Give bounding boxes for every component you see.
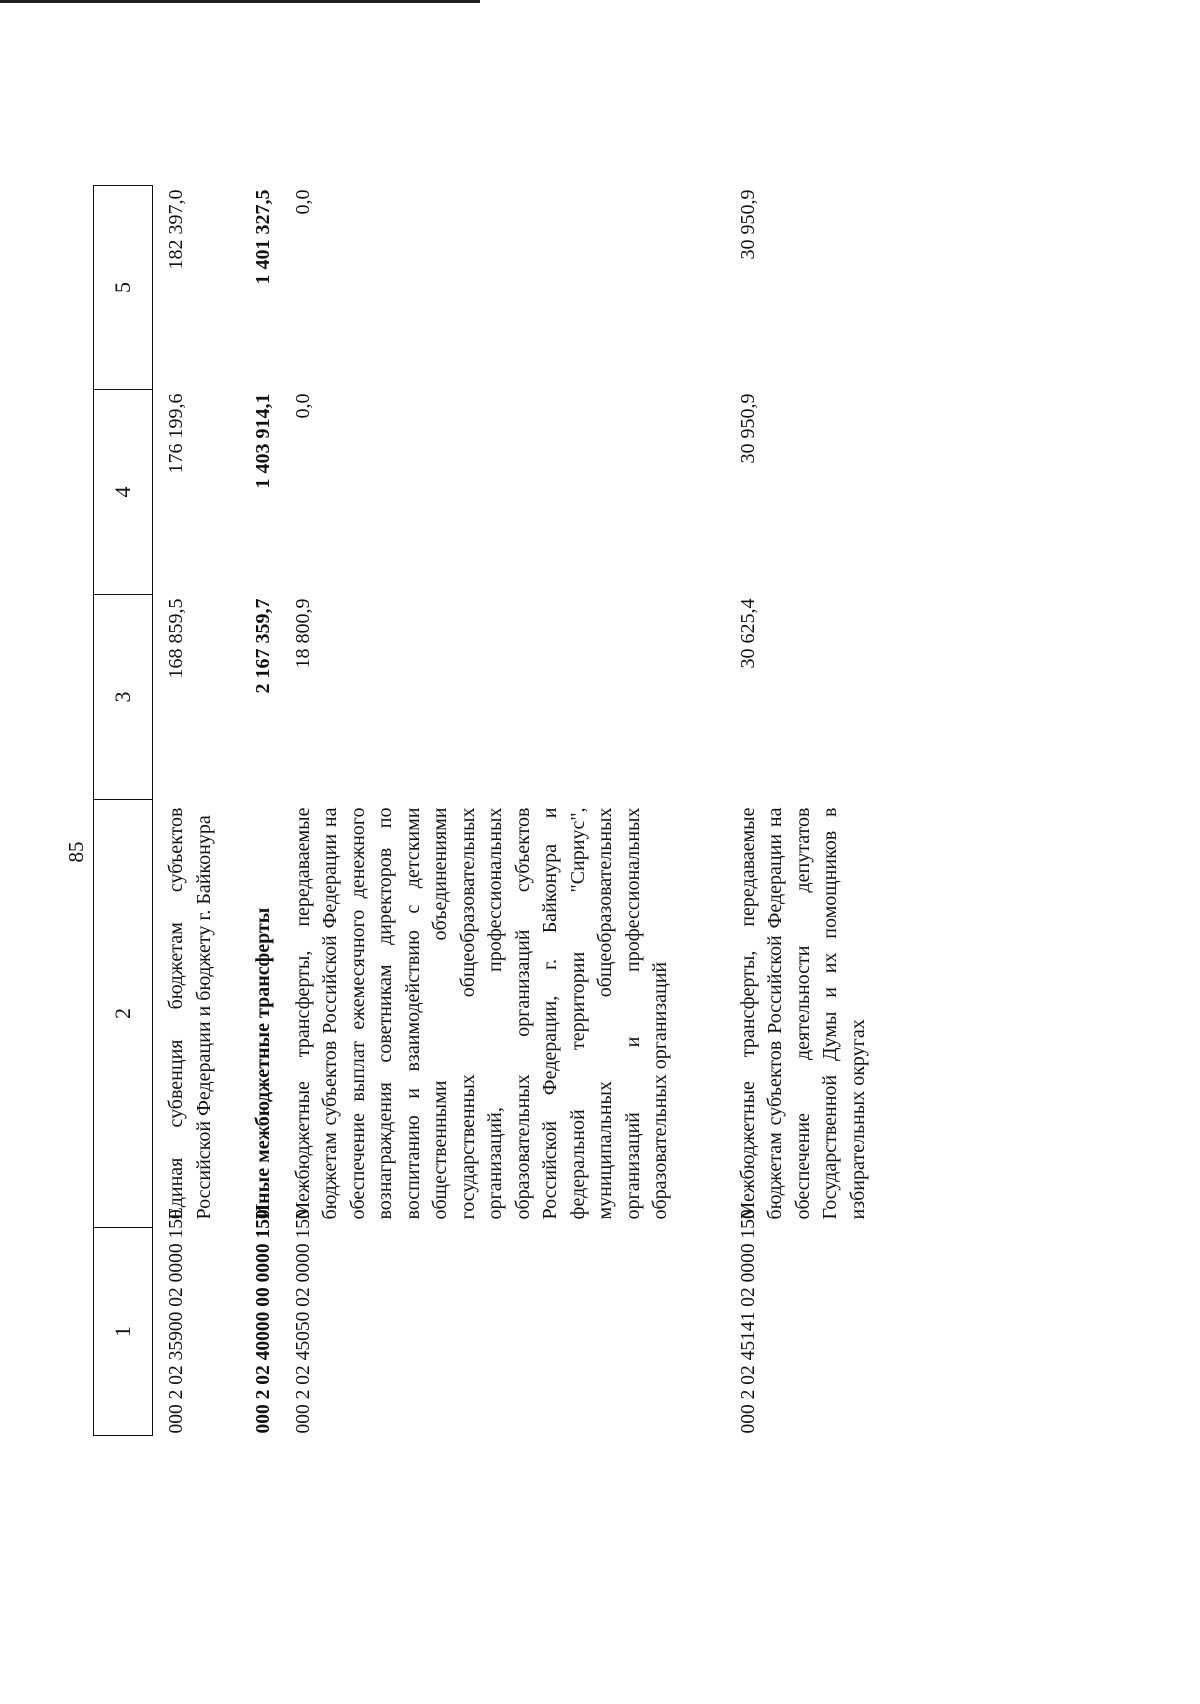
value-col5: 30 950,9	[736, 189, 759, 260]
value-col4: 30 950,9	[736, 393, 759, 464]
table-header-row	[94, 186, 153, 1436]
budget-code: 000 2 02 40000 00 0000 150	[253, 1209, 274, 1434]
value-col4: 1 403 914,1	[252, 393, 274, 489]
column-header-2: 2	[94, 800, 153, 1228]
value-col3: 168 859,5	[165, 598, 187, 679]
budget-table	[93, 185, 932, 1436]
row-description: Единая субвенция бюджетам субъектов Российской Федерации и бюджету г. Байконура	[165, 807, 215, 1220]
page-number: 85	[64, 841, 88, 863]
budget-code: 000 2 02 35900 02 0000 150	[166, 1209, 187, 1434]
value-col5: 0,0	[291, 189, 314, 215]
budget-code: 000 2 02 45050 02 0000 150	[292, 1209, 314, 1434]
column-header-3: 3	[94, 595, 153, 800]
column-header-1: 1	[94, 1228, 153, 1436]
table-row	[290, 186, 735, 1436]
value-col3: 30 625,4	[736, 598, 759, 669]
value-col3: 18 800,9	[291, 598, 314, 669]
row-description: Межбюджетные трансферты, передаваемые бюджетам субъектов Российской Федерации на обеспечение выплат ежемесячного денежного вознаграждения советникам директоров по воспитанию и взаимодействию с детскими общественными объединениями государственных общеобразовательных организаций, профессиональных образовательных организаций субъектов Российской Федерации, г. Байконура и федеральной территории "Сириус", муниципальных общеобразовательных организаций и профессиональных образовательных организаций	[291, 807, 671, 1220]
value-col5: 182 397,0	[165, 189, 187, 270]
budget-code: 000 2 02 45141 02 0000 150	[737, 1209, 759, 1434]
table-row	[250, 186, 290, 1436]
value-col4: 176 199,6	[165, 393, 187, 474]
value-col3: 2 167 359,7	[252, 598, 274, 694]
value-col4: 0,0	[291, 393, 314, 419]
value-col5: 1 401 327,5	[252, 189, 274, 285]
row-description: Иные межбюджетные трансферты	[252, 907, 274, 1220]
column-header-5: 5	[94, 186, 153, 390]
row-description: Межбюджетные трансферты, передаваемые бюджетам субъектов Российской Федерации на обеспечение деятельности депутатов Государственной Думы и их помощников в избирательных округах	[736, 807, 869, 1220]
table-row	[153, 186, 251, 1436]
table-row	[735, 186, 933, 1436]
column-header-4: 4	[94, 390, 153, 595]
